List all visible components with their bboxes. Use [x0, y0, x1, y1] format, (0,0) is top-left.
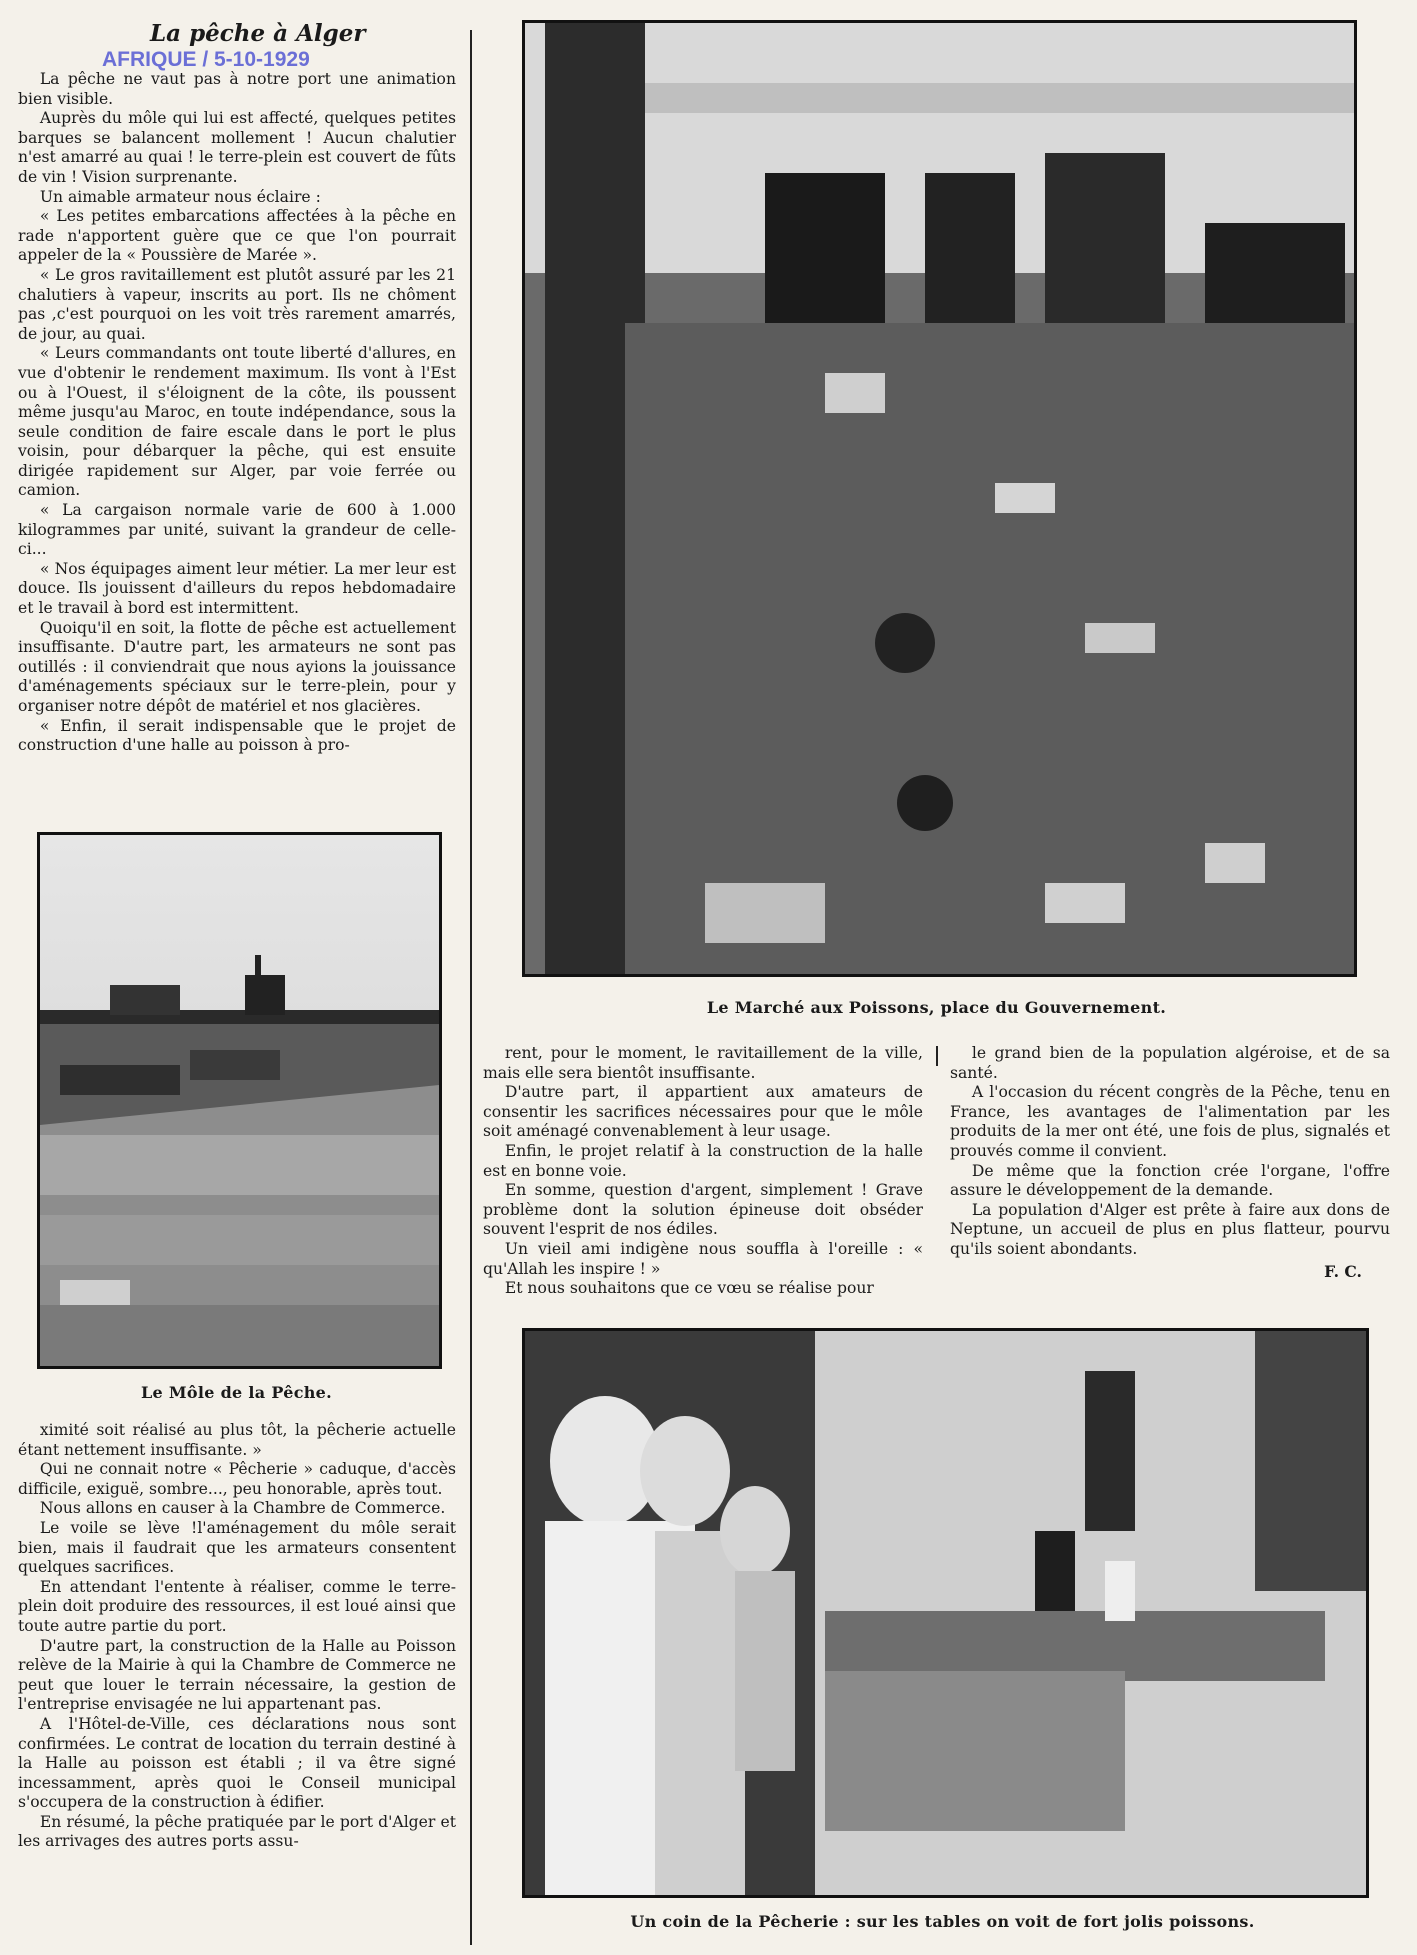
left-column-top	[18, 70, 456, 756]
column-divider-right	[936, 1046, 938, 1066]
right-paragraph: le grand bien de la population algéroise, et de sa santé.	[950, 1044, 1390, 1082]
middle-paragraph: Et nous souhaitons que ce vœu se réalise pour	[504, 1279, 874, 1298]
middle-paragraph: En somme, question d'argent, simplement ! Grave problème dont la solution épineuse doit obséder souvent l'esprit de nos édiles.	[483, 1181, 923, 1239]
left-bottom-paragraph: Nous allons en causer à la Chambre de Commerce.	[39, 1499, 446, 1518]
left-top-paragraph: « La cargaison normale varie de 600 à 1.000 kilogrammes par unité, suivant la grandeur de celle-ci...	[18, 501, 456, 559]
pecherie-photo	[522, 1328, 1369, 1898]
left-bottom-paragraph: D'autre part, la construction de la Halle au Poisson relève de la Mairie à qui la Chambre de Commerce ne peut que louer le terrain nécessaire, la gestion de l'entreprise envisagée ne lui appartenant pas.	[18, 1636, 456, 1714]
mole-photo	[37, 832, 442, 1369]
left-top-paragraph: « Enfin, il serait indispensable que le projet de construction d'une halle au poisson à pro-	[18, 716, 456, 755]
left-top-paragraph: « Les petites embarcations affectées à la pêche en rade n'apportent guère que ce que l'on pourrait appeler de la « Poussière de Marée ».	[18, 207, 456, 265]
left-bottom-paragraph: ximité soit réalisé au plus tôt, la pêcherie actuelle étant nettement insuffisante. »	[18, 1421, 456, 1459]
middle-paragraph: rent, pour le moment, le ravitaillement de la ville, mais elle sera bientôt insuffisante.	[483, 1044, 923, 1082]
pecherie-caption: Un coin de la Pêcherie : sur les tables on voit de fort jolis poissons.	[630, 1912, 1255, 1931]
left-bottom-paragraph: Le voile se lève !l'aménagement du môle serait bien, mais il faudrait que les armateurs consentent quelques sacrifices.	[18, 1518, 456, 1577]
left-top-paragraph: Quoiqu'il en soit, la flotte de pêche est actuellement insuffisante. D'autre part, les armateurs ne sont pas outillés : il conviendrait que nous ayions la jouissance d'aménagements spéciaux sur le terre-plein, pour y organiser notre dépôt de matériel et nos glacières.	[18, 618, 456, 715]
middle-paragraph: Enfin, le projet relatif à la construction de la halle est en bonne voie.	[483, 1141, 923, 1180]
right-paragraph: A l'occasion du récent congrès de la Pêche, tenu en France, les avantages de l'alimentation par les produits de la mer ont été, une fois de plus, signalés et prouvés comme il convient.	[950, 1083, 1390, 1160]
middle-column	[483, 1044, 923, 1299]
left-top-paragraph: « Nos équipages aiment leur métier. La mer leur est douce. Ils jouissent d'ailleurs du repos hebdomadaire et le travail à bord est intermittent.	[18, 559, 456, 618]
right-paragraph: De même que la fonction crée l'organe, l'offre assure le développement de la demande.	[950, 1161, 1390, 1200]
right-paragraph: La population d'Alger est prête à faire aux dons de Neptune, un accueil de plus en plus flatteur, pourvu qu'ils soient abondants.	[950, 1200, 1390, 1258]
left-top-paragraph: Auprès du môle qui lui est affecté, quelques petites barques se balancent mollement ! Aucun chalutier n'est amarré au quai ! le terre-plein est couvert de fûts de vin ! Vision surprenante.	[18, 109, 456, 186]
middle-paragraph: Un vieil ami indigène nous souffla à l'oreille : « qu'Allah les inspire ! »	[483, 1239, 923, 1278]
fish-market-caption: Le Marché aux Poissons, place du Gouvernement.	[706, 998, 1167, 1017]
archive-stamp: AFRIQUE / 5-10-1929	[102, 48, 310, 71]
signature: F. C.	[1324, 1261, 1362, 1281]
left-top-paragraph: « Leurs commandants ont toute liberté d'allures, en vue d'obtenir le rendement maximum. Ils vont à l'Est ou à l'Ouest, il s'éloignent de la côte, ils poussent même jusqu'au Maroc, en toute indépendance, sous la seule condition de faire escale dans le port le plus voisin, pour débarquer la pêche, qui est ensuite dirigée rapidement sur Alger, par voie ferrée ou camion.	[18, 344, 456, 500]
left-top-paragraph: Un aimable armateur nous éclaire :	[39, 187, 321, 206]
middle-paragraph: D'autre part, il appartient aux amateurs de consentir les sacrifices nécessaires pour que le môle soit aménagé convenablement à leur usage.	[483, 1083, 923, 1141]
left-column-bottom	[18, 1421, 456, 1852]
left-bottom-paragraph: A l'Hôtel-de-Ville, ces déclarations nous sont confirmées. Le contrat de location du terrain destiné à la Halle au poisson est établi ; il va être signé incessamment, après quoi le Conseil municipal s'occupera de la construction à édifier.	[18, 1714, 456, 1812]
fish-market-photo	[522, 20, 1357, 977]
left-top-paragraph: « Le gros ravitaillement est plutôt assuré par les 21 chalutiers à vapeur, inscrits au port. Ils ne chôment pas ,c'est pourquoi on les voit très rarement amarrés, de jour, au quai.	[18, 265, 456, 343]
left-top-paragraph: La pêche ne vaut pas à notre port une animation bien visible.	[18, 70, 456, 108]
left-bottom-paragraph: En résumé, la pêche pratiquée par le port d'Alger et les arrivages des autres ports assu-	[18, 1812, 456, 1851]
left-bottom-paragraph: Qui ne connait notre « Pêcherie » caduque, d'accès difficile, exiguë, sombre..., peu honorable, après tout.	[18, 1460, 456, 1498]
column-divider	[470, 30, 472, 1945]
article-title: La pêche à Alger	[150, 20, 366, 47]
left-bottom-paragraph: En attendant l'entente à réaliser, comme le terre-plein doit produire des ressources, il est loué ainsi que toute autre partie du port.	[18, 1577, 456, 1635]
right-column	[950, 1044, 1390, 1281]
mole-caption: Le Môle de la Pêche.	[140, 1383, 333, 1402]
